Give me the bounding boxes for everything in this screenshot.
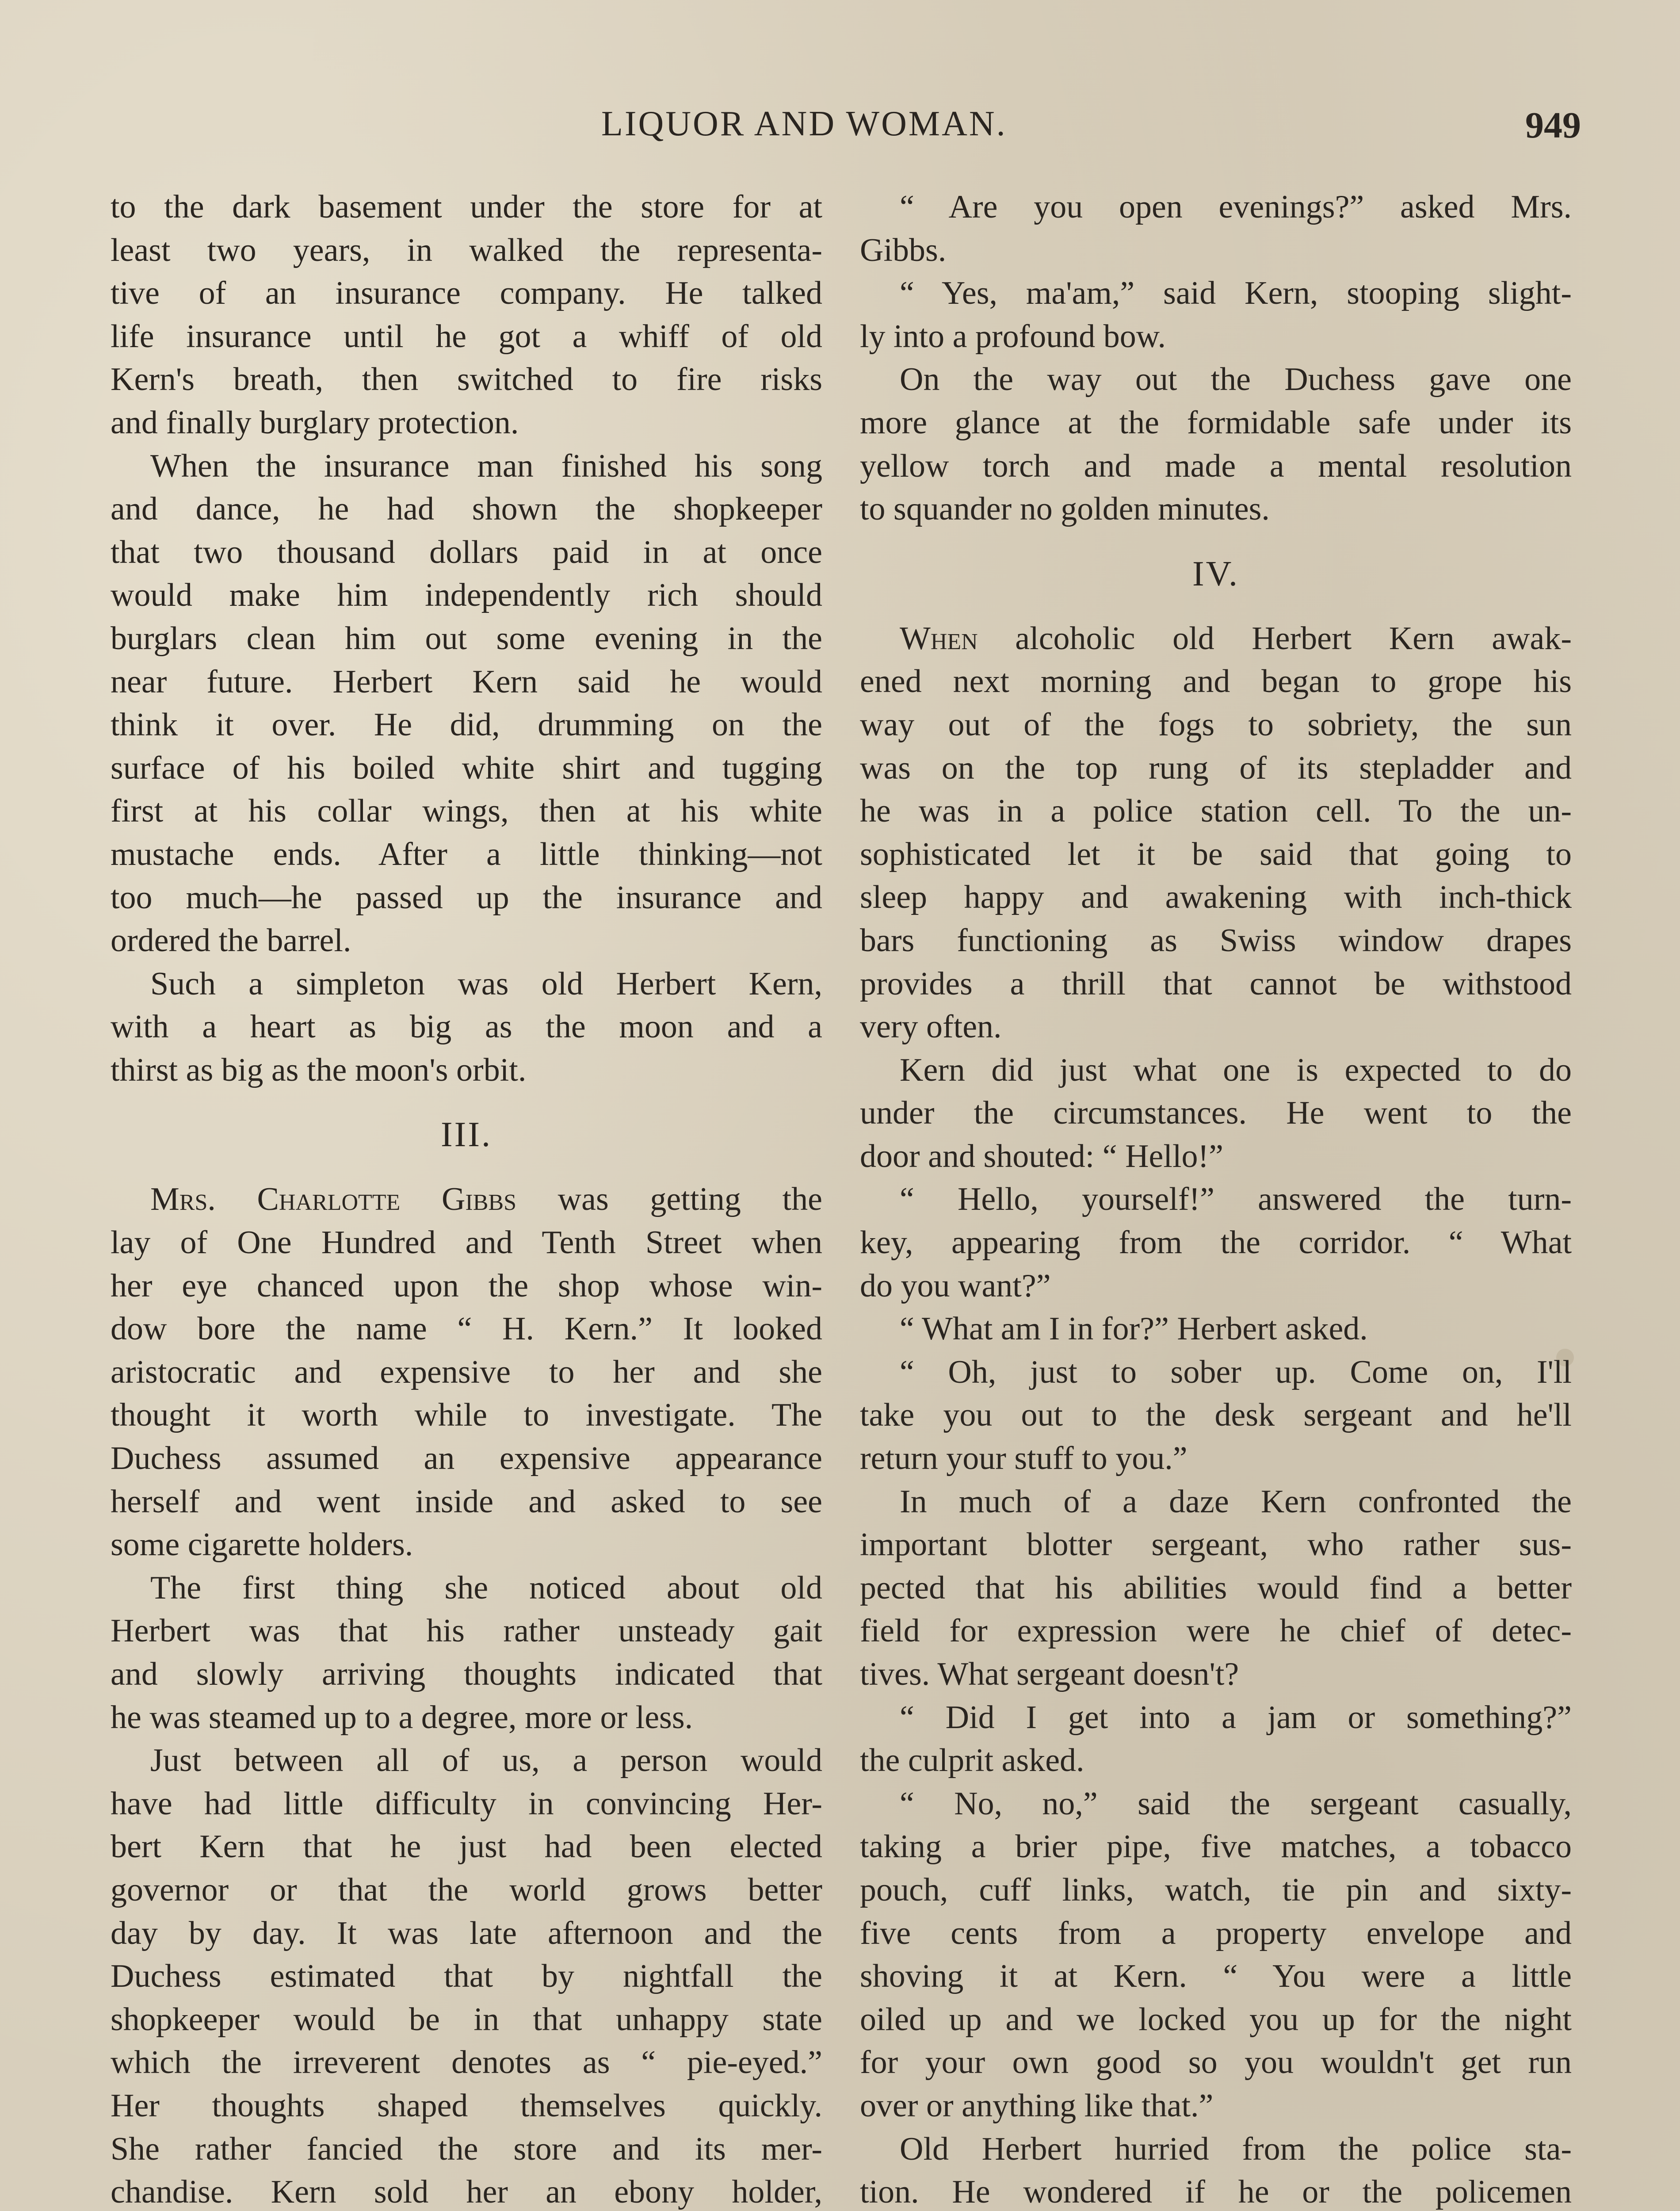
text-line: ly into a profound bow. [860,318,1166,355]
text-line: to squander no golden minutes. [860,491,1270,528]
text-line: “ Did I get into a jam or something?” [900,1699,1572,1736]
text-line: “ What am I in for?” Herbert asked. [900,1311,1368,1347]
text-line: mustache ends. After a little thinking—not [111,836,822,872]
text-line: thirst as big as the moon's orbit. [111,1052,527,1088]
lead-in-small-caps: Mrs. Charlotte Gibbs [150,1181,517,1218]
text-line: think it over. He did, drumming on the [111,707,822,743]
text-line: She rather fancied the store and its mer- [111,2131,822,2167]
text-line: bars functioning as Swiss window drapes [860,922,1572,959]
text-line: Such a simpleton was old Herbert Kern, [150,965,822,1002]
text-line: key, appearing from the corridor. “ What [860,1224,1572,1261]
paragraph [860,186,1572,272]
text-line: governor or that the world grows better [111,1871,822,1908]
text-line: her eye chanced upon the shop whose win- [111,1267,822,1304]
text-line: tion. He wondered if he or the policemen [860,2174,1572,2211]
text-line: lay of One Hundred and Tenth Street when [111,1224,822,1261]
text-line: ened next morning and began to grope his [860,663,1572,700]
text-line: near future. Herbert Kern said he would [111,663,822,700]
text-line: Kern did just what one is expected to do [900,1052,1572,1088]
text-line: was on the top rung of its stepladder and [860,750,1572,786]
text-line: he was in a police station cell. To the un- [860,793,1572,830]
text-line: Duchess assumed an expensive appearance [111,1440,822,1477]
text-line: chandise. Kern sold her an ebony holder, [111,2174,822,2211]
right-column [860,186,1572,2211]
paragraph [111,1739,822,2211]
text-line: would make him independently rich should [111,577,822,614]
paragraph [860,1351,1572,1480]
text-line: that two thousand dollars paid in at once [111,534,822,570]
text-line: dow bore the name “ H. Kern.” It looked [111,1311,822,1347]
paragraph [860,1783,1572,2128]
text-line: important blotter sergeant, who rather sus- [860,1526,1572,1563]
paragraph [860,1178,1572,1308]
text-line: thought it worth while to investigate. The [111,1397,822,1434]
paragraph [860,1308,1572,1351]
text-line: Kern's breath, then switched to fire risks [111,361,822,398]
text-line: Old Herbert hurried from the police sta- [900,2131,1572,2167]
text-line: five cents from a property envelope and [860,1915,1572,1951]
running-head [0,104,1680,157]
text-line: The first thing she noticed about old [150,1569,822,1606]
text-line: surface of his boiled white shirt and tugging [111,750,822,786]
page-number: 949 [1525,105,1581,146]
text-line: day by day. It was late afternoon and the [111,1915,822,1951]
paragraph [860,1696,1572,1783]
text-line: On the way out the Duchess gave one [900,361,1572,398]
text-line: “ Yes, ma'am,” said Kern, stooping slight- [900,275,1572,312]
text-line: and dance, he had shown the shopkeeper [111,491,822,528]
text-line: and finally burglary protection. [111,404,519,441]
text-line: Herbert was that his rather unsteady gait [111,1613,822,1649]
text-line: have had little difficulty in convincing Her- [111,1785,822,1822]
paragraph [860,1049,1572,1178]
text-line: do you want?” [860,1267,1051,1304]
paragraph [111,1178,822,1566]
text-line: with a heart as big as the moon and a [111,1009,822,1045]
text-line: shoving it at Kern. “ You were a little [860,1958,1572,1995]
text-line: return your stuff to you.” [860,1440,1187,1477]
text-line: herself and went inside and asked to see [111,1483,822,1520]
text-line: taking a brier pipe, five matches, a tobacco [860,1828,1572,1865]
text-line: bert Kern that he just had been elected [111,1828,822,1865]
text-line: tive of an insurance company. He talked [111,275,822,312]
text-line: Gibbs. [860,232,947,268]
paragraph [111,186,822,445]
text-line: some cigarette holders. [111,1526,413,1563]
lead-line-rest: alcoholic old Herbert Kern awak- [977,620,1572,657]
text-line: Just between all of us, a person would [150,1742,822,1779]
text-line [860,617,1572,661]
text-line: over or anything like that.” [860,2087,1214,2124]
text-line: provides a thrill that cannot be withstood [860,965,1572,1002]
text-line: pouch, cuff links, watch, tie pin and sixty- [860,1871,1572,1908]
paragraph [860,358,1572,531]
text-line: sophisticated let it be said that going to [860,836,1572,872]
text-line: under the circumstances. He went to the [860,1095,1572,1132]
text-line: he was steamed up to a degree, more or less. [111,1699,693,1736]
lead-line-rest: was getting the [516,1181,822,1218]
text-line: “ Oh, just to sober up. Come on, I'll [900,1354,1572,1390]
text-line: the culprit asked. [860,1742,1084,1779]
text-line: more glance at the formidable safe under its [860,404,1572,441]
text-line: burglars clean him out some evening in the [111,620,822,657]
text-line: pected that his abilities would find a better [860,1569,1572,1606]
paragraph [111,1567,822,1739]
text-line: “ No, no,” said the sergeant casually, [900,1785,1572,1822]
left-column [111,186,822,2211]
paragraph [860,617,1572,1049]
text-line: to the dark basement under the store for at [111,189,822,225]
text-line: and slowly arriving thoughts indicated that [111,1656,822,1692]
text-line: for your own good so you wouldn't get run [860,2044,1572,2081]
text-line: shopkeeper would be in that unhappy state [111,2001,822,2038]
text-line: “ Hello, yourself!” answered the turn- [900,1181,1572,1218]
text-line: field for expression were he chief of detec- [860,1613,1572,1649]
running-title: LIQUOR AND WOMAN. [601,104,1007,143]
paragraph [860,2128,1572,2211]
text-line: yellow torch and made a mental resolution [860,448,1572,484]
paragraph [860,272,1572,358]
text-line: way out of the fogs to sobriety, the sun [860,706,1572,743]
text-line: Duchess estimated that by nightfall the [111,1958,822,1995]
text-line: least two years, in walked the representa- [111,232,822,268]
paragraph [111,445,822,963]
paragraph [111,963,822,1092]
text-line: take you out to the desk sergeant and he'll [860,1397,1572,1434]
text-line: When the insurance man finished his song [150,448,822,484]
text-line: door and shouted: “ Hello!” [860,1138,1223,1174]
text-line: Her thoughts shaped themselves quickly. [111,2087,822,2124]
text-line: very often. [860,1009,1002,1045]
text-line: In much of a daze Kern confronted the [900,1483,1572,1520]
text-line [111,1178,822,1221]
text-line: aristocratic and expensive to her and she [111,1354,822,1390]
paragraph [860,1480,1572,1696]
section-heading: IV. [1192,554,1240,593]
text-line: sleep happy and awakening with inch-thick [860,879,1572,916]
text-line: tives. What sergeant doesn't? [860,1656,1239,1692]
section-heading: III. [441,1115,492,1155]
text-line: first at his collar wings, then at his white [111,793,822,830]
text-line: which the irreverent denotes as “ pie-eyed.” [111,2044,822,2081]
lead-in-small-caps: When [900,620,978,657]
text-line: ordered the barrel. [111,922,351,959]
text-line: too much—he passed up the insurance and [111,879,822,916]
text-line: oiled up and we locked you up for the night [860,2001,1572,2038]
text-line: “ Are you open evenings?” asked Mrs. [900,189,1572,225]
text-line: life insurance until he got a whiff of old [111,318,822,355]
